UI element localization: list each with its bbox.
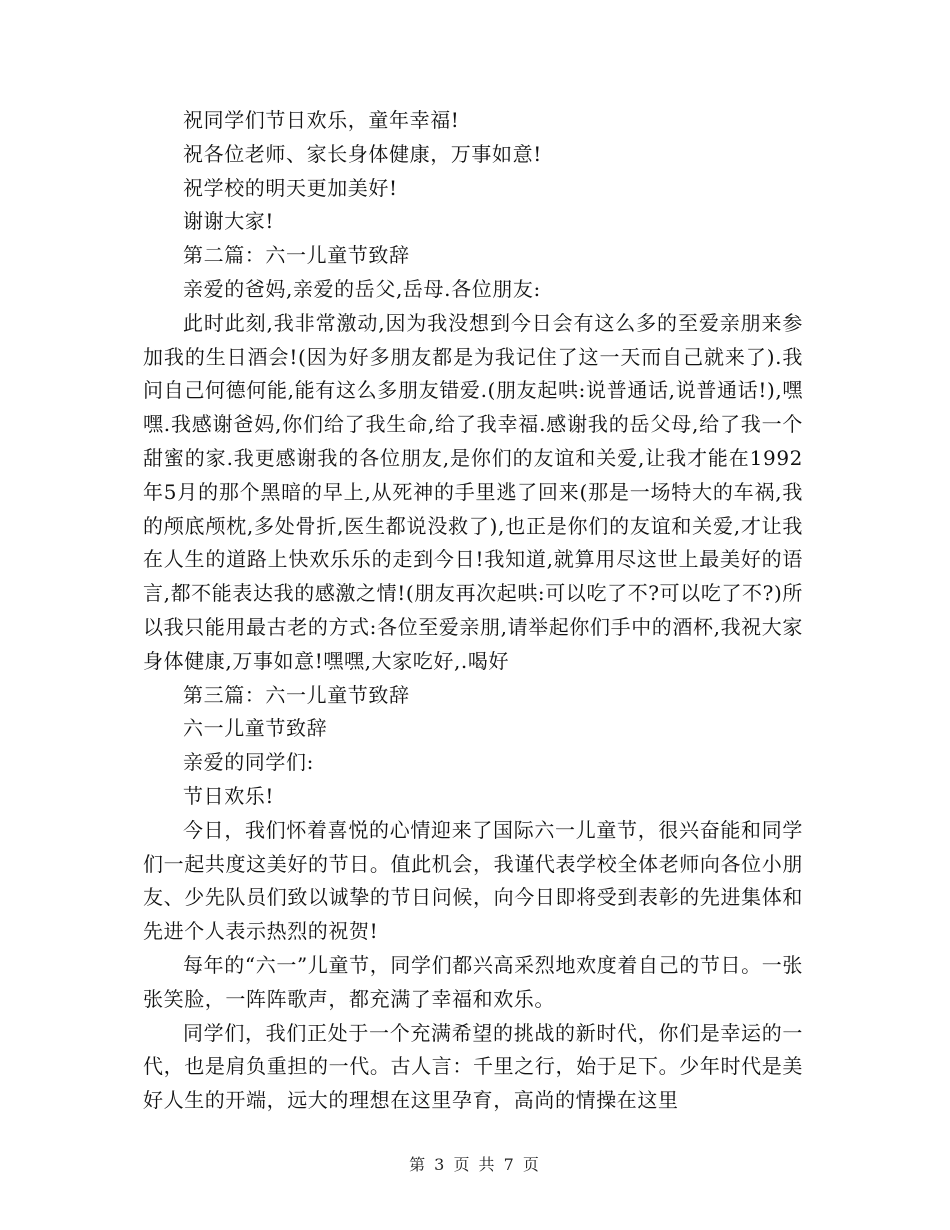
page-footer: 第 3 页 共 7 页 bbox=[409, 1155, 541, 1174]
paragraph-wish-teachers: 祝各位老师、家长身体健康，万事如意! bbox=[183, 141, 542, 166]
paragraph-thanks: 谢谢大家! bbox=[183, 209, 275, 234]
paragraph-speech-2: 此时此刻,我非常激动,因为我没想到今日会有这么多的至爱亲朋来参加我的生日酒会!(因为好多朋友都是为我记住了这一天而自己就来了).我问自己何德何能,能有这么多朋友错爱.(朋友起哄:说普通话,说普通话!),嘿嘿.我感谢爸妈,你们给了我生命,给了我幸福.感谢我的岳父母,给了我一个甜蜜的家.我更感谢我的各位朋友,是你们的友谊和关爱,让我才能在1992年5月的那个黑暗的早上,从死神的手里逃了回来(那是一场特大的车祸,我的颅底颅枕,多处骨折,医生都说没救了),也正是你们的友谊和关爱,才让我在人生的道路上快欢乐乐的走到今日!我知道,就算用尽这世上最美好的语言,都不能表达我的感激之情!(朋友再次起哄:可以吃了不?可以吃了不?)所以我只能用最古老的方式:各位至爱亲朋,请举起你们手中的酒杯,我祝大家身体健康,万事如意!嘿嘿,大家吃好,.喝好 bbox=[143, 310, 803, 673]
paragraph-wish-school: 祝学校的明天更加美好! bbox=[183, 175, 398, 200]
paragraph-body-3c: 同学们，我们正处于一个充满希望的挑战的新时代，你们是幸运的一代，也是肩负重担的一代。古人言：千里之行，始于足下。少年时代是美好人生的开端，远大的理想在这里孕育，高尚的情操在这里 bbox=[143, 1020, 803, 1113]
paragraph-body-3a: 今日，我们怀着喜悦的心情迎来了国际六一儿童节，很兴奋能和同学们一起共度这美好的节日。值此机会，我谨代表学校全体老师向各位小朋友、少先队员们致以诚挚的节日问候，向今日即将受到表彰的先进集体和先进个人表示热烈的祝贺! bbox=[143, 817, 803, 944]
paragraph-salutation-3: 亲爱的同学们: bbox=[183, 750, 314, 775]
document-body bbox=[143, 104, 803, 1118]
section-heading-2: 第二篇：六一儿童节致辞 bbox=[183, 243, 410, 268]
paragraph-body-3b: 每年的“六一”儿童节，同学们都兴高采烈地欢度着自己的节日。一张张笑脸，一阵阵歌声，都充满了幸福和欢乐。 bbox=[143, 952, 803, 1011]
paragraph-salutation-2: 亲爱的爸妈,亲爱的岳父,岳母.各位朋友: bbox=[183, 276, 541, 301]
speech-title-3: 六一儿童节致辞 bbox=[183, 716, 328, 741]
paragraph-wish-students: 祝同学们节日欢乐，童年幸福! bbox=[183, 108, 460, 132]
paragraph-greeting-3: 节日欢乐! bbox=[183, 783, 275, 808]
section-heading-3: 第三篇：六一儿童节致辞 bbox=[183, 682, 410, 707]
